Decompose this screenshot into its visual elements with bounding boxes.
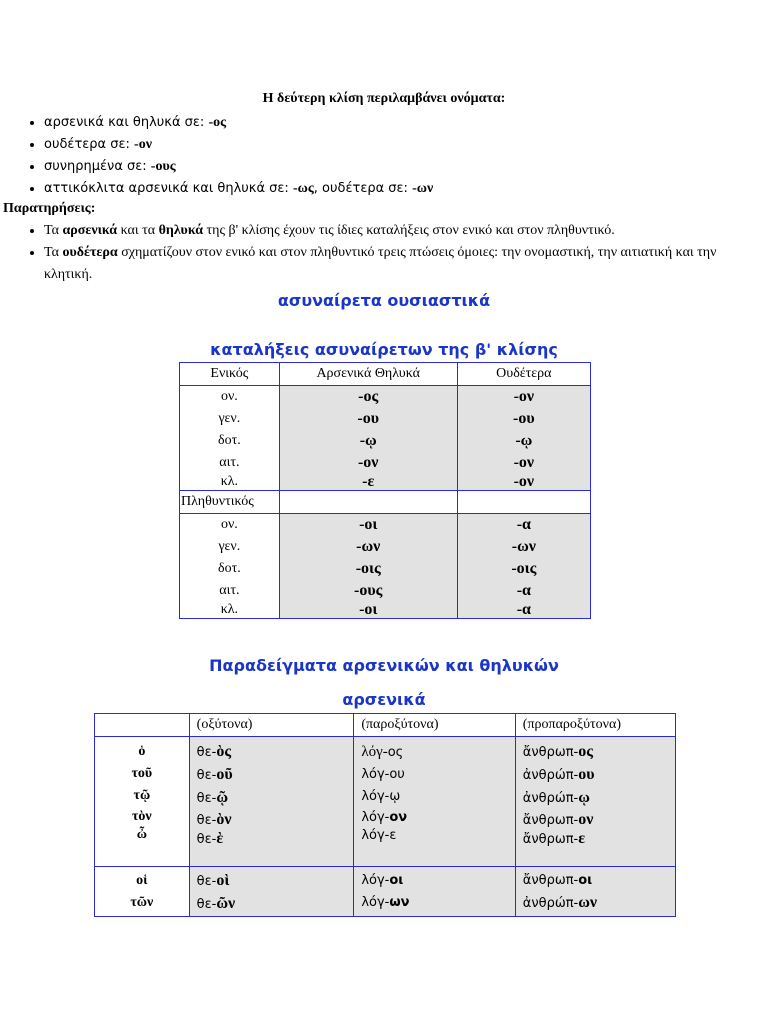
ending-value: -οι [359,516,378,533]
ending: οι [389,873,404,888]
ending-value: -οις [355,560,381,577]
examples-title: Παραδείγματα αρσενικών και θηλυκών [209,656,559,675]
list-item-ending: -ως [292,181,314,196]
example-form [190,831,354,848]
oxytone-column [189,737,354,867]
article: ὦ [136,827,147,842]
header-cell: Αρσενικά Θηλυκά [279,363,457,386]
ending: ῳ [389,789,401,804]
case-label: αιτ. [219,455,240,470]
note-text: της β' κλίσης έχουν τις ίδιες καταλήξεις στον ενικό και στον πληθυντικό. [203,223,615,238]
notes-heading: Παρατηρήσεις: [3,201,96,216]
ending-value: -οις [511,560,537,577]
header-cell: Ενικός [180,363,280,386]
list-item-ending: -ους [150,159,176,174]
case-label: ον. [220,389,238,404]
note-item [44,242,764,286]
stem: λόγ- [361,873,390,888]
stem: λόγ- [361,744,388,760]
article-column [95,737,190,867]
stem: λόγ- [361,789,390,804]
ending-value: -α [516,582,531,599]
ending: ε [389,828,397,843]
example-form [190,787,354,810]
header-cell [95,714,190,737]
list-item [44,112,433,134]
ending: ῳ [578,789,590,806]
stem: ἄνθρωπ- [522,832,579,847]
ending: ὲ [216,830,224,847]
ending-value: -ου [513,410,535,427]
stem: ἄνθρωπ- [522,813,579,828]
neuter-column [457,386,590,491]
oxytone-column [189,867,354,917]
ending-value: -ου [357,410,380,427]
example-form [190,870,354,893]
header-cell: Ουδέτερα [457,363,590,386]
example-form [516,831,675,848]
neuter-column [457,514,590,619]
ending-value: -ον [513,388,535,405]
ending-value: -ον [513,454,535,471]
example-form [516,764,675,787]
ending-value: -ων [511,538,536,555]
ending: ος [578,743,593,760]
note-bold: θηλυκά [158,223,204,238]
header-cell: (παροξύτονα) [354,714,515,737]
ending: ῶν [216,895,236,912]
ending: ον [578,811,594,828]
ending: ε [578,830,586,847]
intro-heading: Η δεύτερη κλίση περιλαμβάνει ονόματα: [262,91,506,106]
stem: ἀνθρώπ- [522,896,579,911]
case-label: δοτ. [218,561,241,576]
article: τοῦ [131,766,153,781]
case-column [180,514,280,619]
ending-value: -ῳ [515,432,533,449]
article: τῶν [130,895,154,910]
masc-fem-column [279,514,457,619]
list-item-text: συνηρημένα σε: [44,159,151,174]
example-form [190,893,354,916]
plural-label: Πληθυντικός [180,491,280,514]
list-item [44,178,433,200]
case-label: γεν. [218,411,241,426]
ending: ου [578,766,595,783]
examples-table [94,713,676,917]
endings-table [179,362,591,619]
note-text: Τα [44,223,63,238]
article: τὸν [131,809,152,824]
list-item-ending: -ων [412,181,434,196]
ending: ον [389,810,408,825]
proparoxytone-column [515,867,675,917]
ending: οι [578,873,593,888]
ending: ὸς [216,743,232,760]
list-item [44,156,433,178]
example-form [190,741,354,764]
examples-subtitle: αρσενικά [342,690,426,709]
case-label: κλ. [220,602,239,617]
empty-cell [279,491,457,514]
example-form [190,764,354,787]
list-item-text: ουδέτερα σε: [44,137,135,152]
ending-value: -ους [354,582,383,599]
endings-list [22,112,433,200]
ending-value: -ον [513,473,535,490]
ending-value: -ων [356,538,381,555]
ending-value: -ῳ [359,432,377,449]
stem: θε- [196,768,217,783]
ending-value: -α [516,601,531,618]
article-column [95,867,190,917]
note-text: και τα [117,223,159,238]
example-form [516,870,675,892]
list-item-ending: -ος [208,115,227,130]
list-item-text: αττικόκλιτα αρσενικά και θηλυκά σε: [44,181,293,196]
stem: θε- [196,745,217,760]
ending: ὸν [216,811,232,828]
case-label: δοτ. [218,433,241,448]
example-form [516,892,675,915]
notes-list [22,220,764,286]
header-cell: (προπαροξύτονα) [515,714,675,737]
example-form [516,810,675,831]
article: τῷ [133,788,151,803]
ending: ος [387,745,404,760]
ending: ων [578,894,598,911]
stem: θε- [196,832,217,847]
case-label: ον. [220,517,238,532]
list-item-text: αρσενικά και θηλυκά σε: [44,115,209,130]
ending: οῦ [216,766,233,783]
note-item [44,220,764,242]
case-label: αιτ. [219,583,240,598]
ending-value: -ος [358,388,379,405]
empty-cell [457,491,590,514]
stem: θε- [196,897,217,912]
masc-fem-column [279,386,457,491]
ending-value: -οι [359,601,378,618]
case-label: κλ. [220,474,239,489]
example-form [516,787,675,810]
ending-value: -ον [357,454,379,471]
example-form [354,741,514,764]
ending-value: -ε [362,473,375,490]
example-form [354,808,514,828]
example-form [354,786,514,808]
example-form [190,810,354,831]
example-form [354,828,514,844]
ending: οὶ [216,872,230,889]
ending: ων [389,895,410,910]
stem: θε- [196,874,217,889]
example-form [354,870,514,892]
stem: λόγ- [361,767,390,782]
stem: θε- [196,791,217,806]
example-form [354,892,514,914]
stem: θε- [196,813,217,828]
note-text: σχηματίζουν στον ενικό και στον πληθυντικό τρεις πτώσεις όμοιες: την ονομαστική, την αιτιατική και την κλητική. [44,245,717,282]
note-bold: αρσενικά [62,223,118,238]
ending-value: -α [516,516,531,533]
stem: ἄνθρωπ- [522,745,579,760]
stem: λόγ- [361,810,390,825]
stem: ἄνθρωπ- [522,873,579,888]
stem: ἀνθρώπ- [522,768,579,783]
note-bold: ουδέτερα [62,245,118,260]
article: ὁ [138,744,146,759]
ending: ου [389,767,405,782]
list-item [44,134,433,156]
example-form [516,741,675,764]
section-title: ασυναίρετα ουσιαστικά [277,291,491,310]
example-form [354,764,514,786]
case-label: γεν. [218,539,241,554]
proparoxytone-column [515,737,675,867]
note-text: Τα [44,245,63,260]
stem: λόγ- [361,828,390,843]
stem: ἀνθρώπ- [522,791,579,806]
ending: ῷ [216,789,229,806]
stem: λόγ- [361,895,390,910]
case-column [180,386,280,491]
paroxytone-column [354,737,515,867]
endings-table-title: καταλήξεις ασυναίρετων της β' κλίσης [210,340,558,359]
article: οἱ [136,873,148,888]
paroxytone-column [354,867,515,917]
header-cell: (οξύτονα) [189,714,354,737]
list-item-text: , ουδέτερα σε: [313,181,413,196]
list-item-ending: -ον [134,137,152,152]
